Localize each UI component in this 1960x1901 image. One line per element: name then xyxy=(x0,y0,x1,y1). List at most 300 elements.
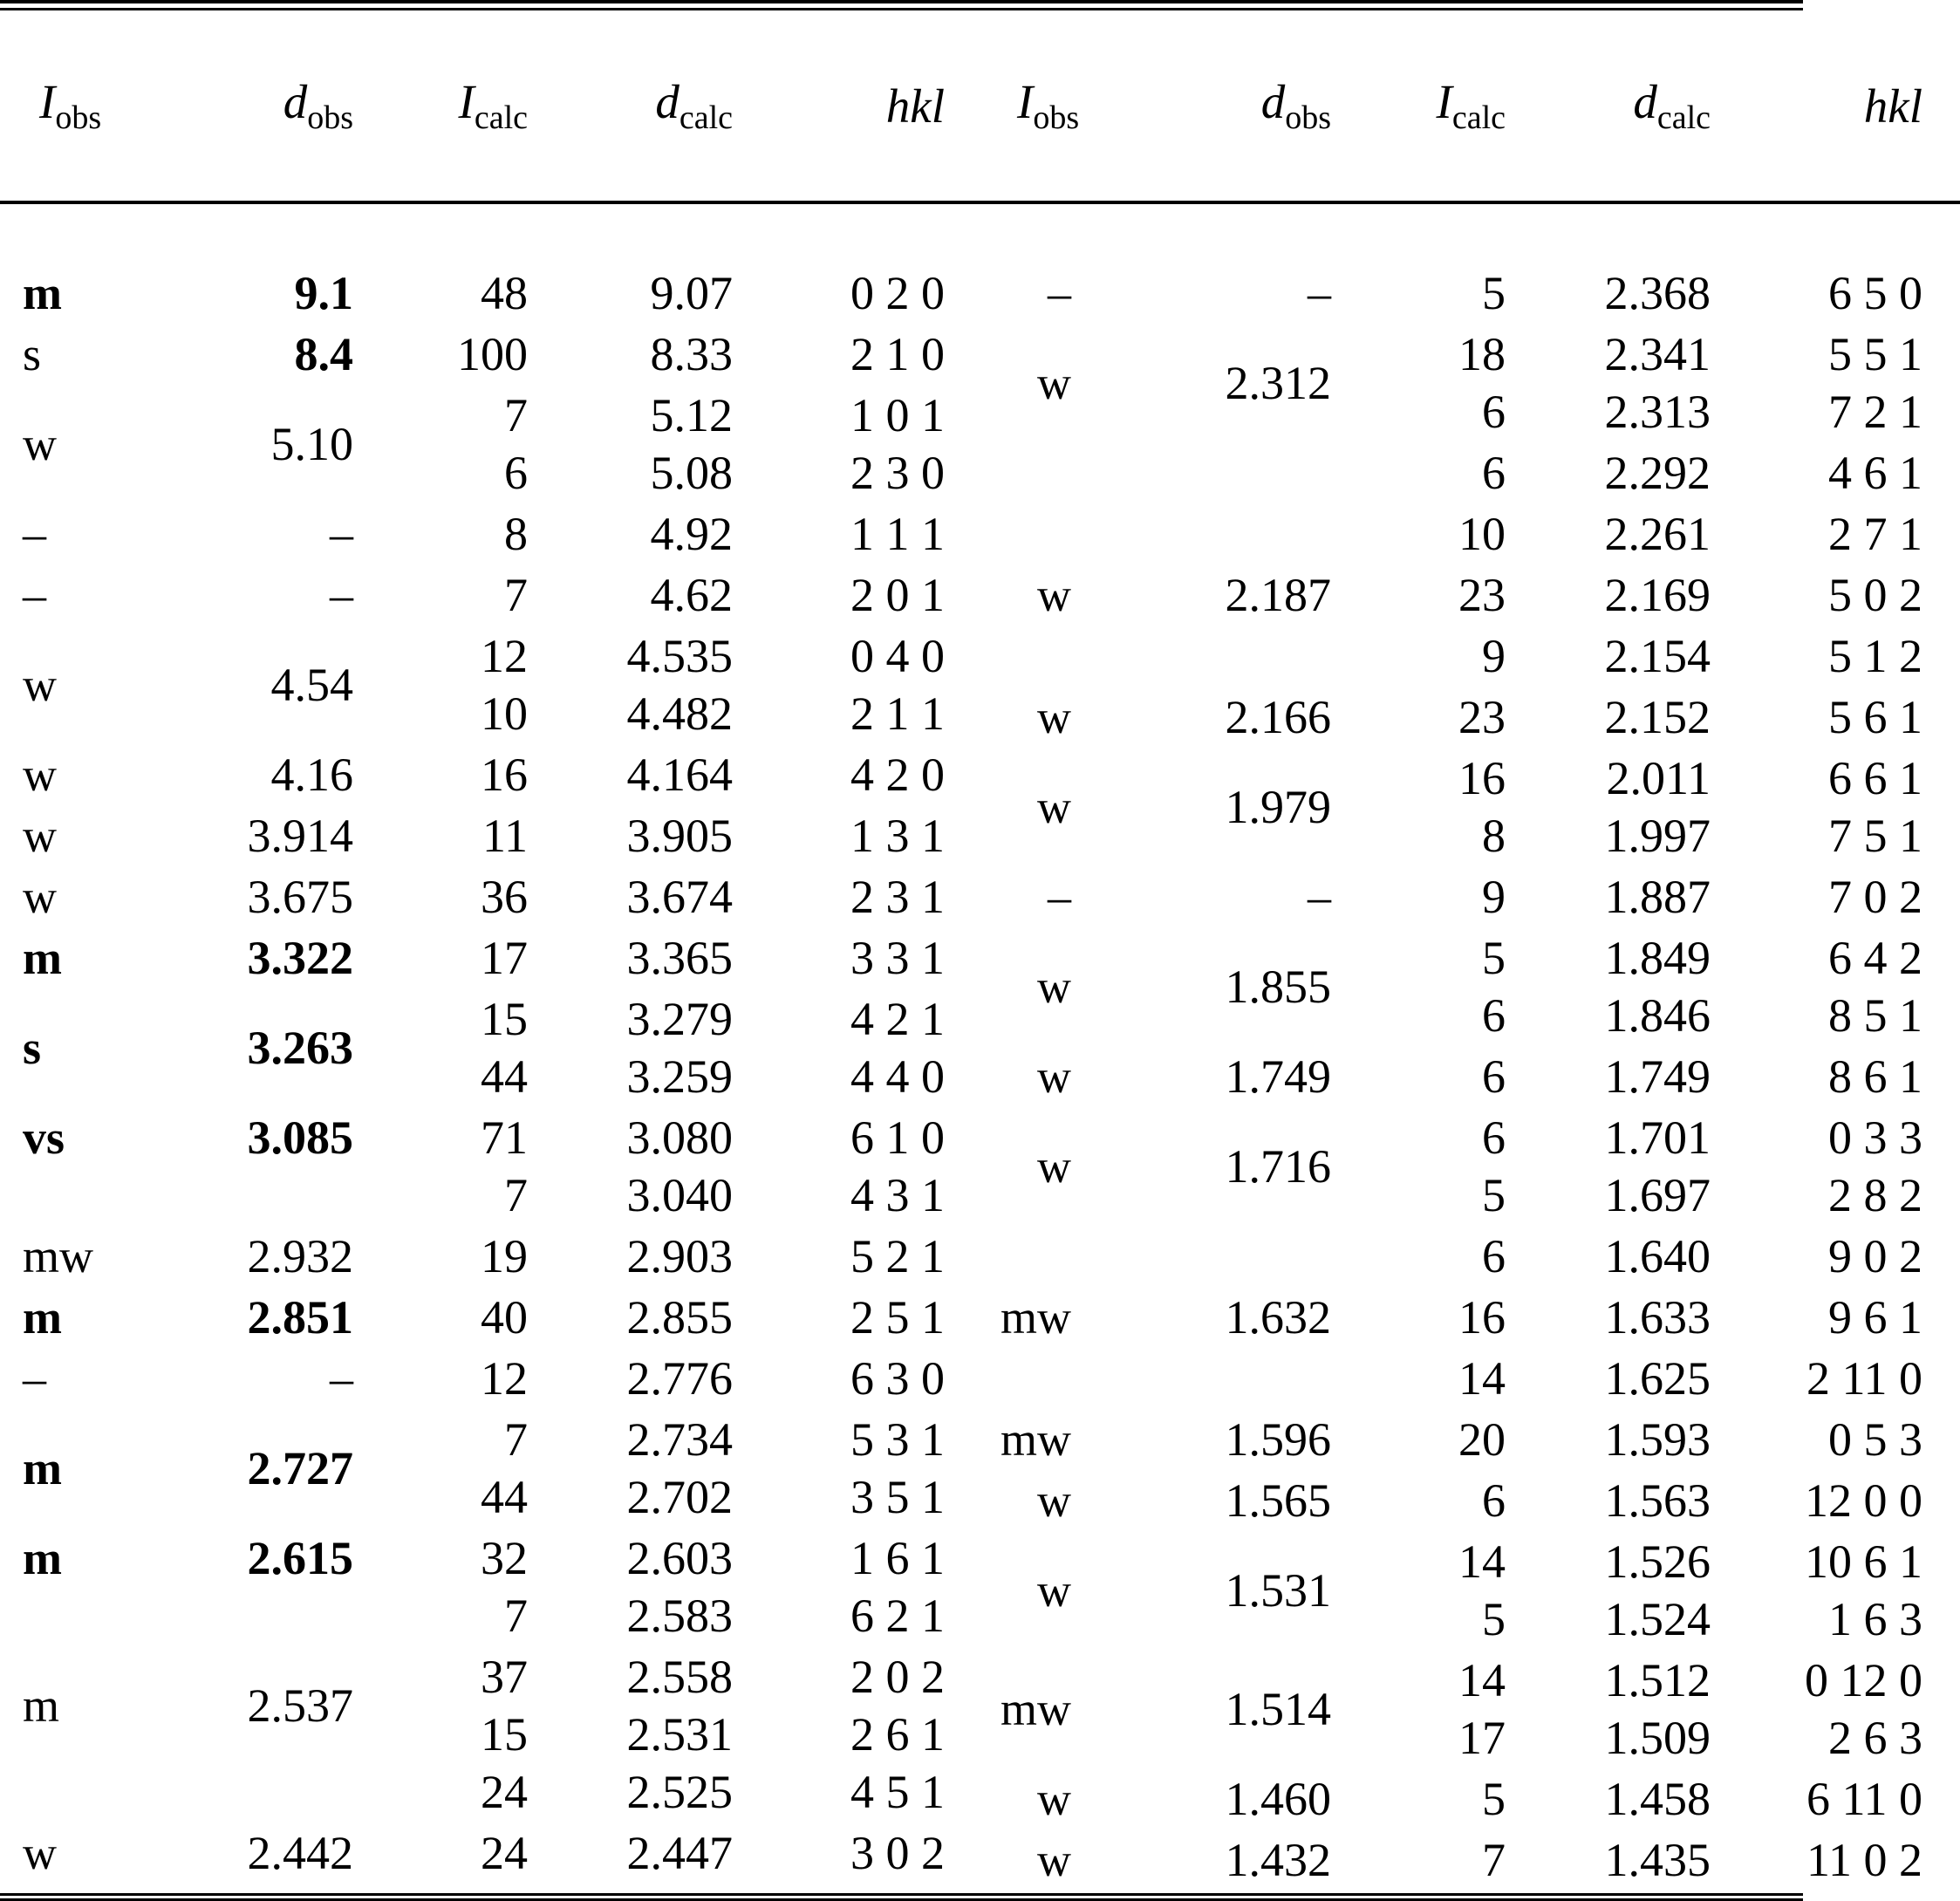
hkl-cell: 2 1 1 xyxy=(850,687,945,740)
dobs-cell xyxy=(140,1407,353,1526)
dobs-label: 2.187 xyxy=(1225,569,1331,621)
hkl-cell: 6 6 1 xyxy=(1828,752,1922,804)
icalc-cell: 19 xyxy=(481,1230,528,1282)
hkl-cell: 5 0 2 xyxy=(1828,569,1922,621)
iobs-label: w xyxy=(1037,1050,1071,1103)
col-header-dcalc xyxy=(528,10,737,202)
iobs-cell xyxy=(0,563,140,624)
dobs-label: 1.531 xyxy=(1225,1564,1331,1617)
icalc-cell: 40 xyxy=(481,1291,528,1344)
hkl-header-label: hkl xyxy=(1863,79,1922,133)
dcalc-cell: 1.749 xyxy=(1604,1050,1711,1103)
iobs-label: w xyxy=(23,810,57,862)
iobs-label: w xyxy=(1037,357,1071,409)
iobs-header-symbol: I xyxy=(1017,75,1034,128)
icalc-cell: 71 xyxy=(481,1111,528,1164)
dcalc-cell: 3.279 xyxy=(626,993,733,1045)
icalc-cell: 6 xyxy=(1482,1111,1506,1164)
table-row xyxy=(982,685,1960,746)
icalc-cell: 16 xyxy=(481,749,528,801)
iobs-label: m xyxy=(23,1291,62,1344)
icalc-cell: 32 xyxy=(481,1532,528,1584)
icalc-cell: 7 xyxy=(504,1169,528,1221)
table-row xyxy=(982,441,1960,502)
iobs-cell xyxy=(982,563,1117,624)
dcalc-cell: 4.62 xyxy=(650,569,733,621)
table-row xyxy=(0,1346,982,1407)
icalc-cell: 5 xyxy=(1482,1773,1506,1825)
hkl-cell: 9 0 2 xyxy=(1828,1230,1922,1282)
dobs-cell xyxy=(1117,926,1331,1044)
iobs-label: – xyxy=(23,569,46,621)
icalc-cell: 7 xyxy=(504,1590,528,1642)
icalc-cell: 17 xyxy=(481,932,528,984)
hkl-cell: 5 5 1 xyxy=(1828,328,1922,380)
table-header-left xyxy=(0,10,982,202)
hkl-cell: 0 5 3 xyxy=(1828,1413,1922,1466)
diffraction-table-right xyxy=(982,10,1960,1889)
dobs-header-symbol: d xyxy=(1260,75,1286,128)
dobs-header-symbol: d xyxy=(283,75,308,128)
hkl-cell: 6 2 1 xyxy=(850,1590,945,1642)
iobs-cell xyxy=(982,1648,1117,1767)
dcalc-cell: 2.603 xyxy=(626,1532,733,1584)
dobs-label: 1.565 xyxy=(1225,1474,1331,1527)
dobs-cell xyxy=(140,1645,353,1763)
iobs-label: w xyxy=(1037,781,1071,833)
icalc-cell: 24 xyxy=(481,1766,528,1818)
iobs-cell xyxy=(0,322,140,383)
iobs-cell xyxy=(982,502,1117,563)
dobs-label: 1.855 xyxy=(1225,961,1331,1013)
table-row xyxy=(0,1105,982,1166)
table-row xyxy=(982,322,1960,383)
dobs-label: – xyxy=(1308,267,1331,319)
iobs-cell xyxy=(0,987,140,1105)
dobs-cell xyxy=(1117,1285,1331,1346)
icalc-cell: 6 xyxy=(1482,989,1506,1042)
dobs-cell xyxy=(1117,624,1331,685)
hkl-cell: 2 8 2 xyxy=(1828,1169,1922,1221)
dobs-label: 1.514 xyxy=(1225,1683,1331,1735)
dobs-label: 2.615 xyxy=(247,1532,353,1584)
dobs-cell xyxy=(1117,1224,1331,1285)
icalc-cell: 6 xyxy=(1482,1230,1506,1282)
dobs-label: 2.442 xyxy=(247,1827,353,1879)
iobs-cell xyxy=(0,1285,140,1346)
table-row xyxy=(0,926,982,987)
iobs-cell xyxy=(982,1044,1117,1105)
table-body-right xyxy=(982,202,1960,1889)
dobs-cell xyxy=(1117,1767,1331,1828)
icalc-cell: 44 xyxy=(481,1471,528,1523)
iobs-label: w xyxy=(1037,961,1071,1013)
dobs-cell xyxy=(140,1346,353,1407)
dcalc-header-symbol: d xyxy=(1633,75,1657,128)
hkl-cell: 0 12 0 xyxy=(1805,1654,1922,1706)
dcalc-cell: 2.169 xyxy=(1604,569,1711,621)
dcalc-cell: 5.08 xyxy=(650,447,733,499)
dcalc-cell: 2.702 xyxy=(626,1471,733,1523)
hkl-cell: 4 2 1 xyxy=(850,993,945,1045)
icalc-cell: 37 xyxy=(481,1651,528,1703)
dobs-cell xyxy=(140,502,353,563)
hkl-cell: 5 1 2 xyxy=(1828,630,1922,682)
dcalc-cell: 1.887 xyxy=(1604,871,1711,923)
iobs-label: m xyxy=(23,1442,62,1494)
hkl-cell: 1 6 3 xyxy=(1828,1593,1922,1645)
dcalc-cell: 4.92 xyxy=(650,508,733,560)
obs-subscript: obs xyxy=(307,99,353,136)
dcalc-cell: 1.697 xyxy=(1604,1169,1711,1221)
icalc-cell: 6 xyxy=(1482,386,1506,438)
dcalc-cell: 3.365 xyxy=(626,932,733,984)
col-header-dobs xyxy=(140,10,353,202)
icalc-cell: 7 xyxy=(1482,1834,1506,1886)
icalc-header-symbol: I xyxy=(458,75,475,128)
dcalc-cell: 1.435 xyxy=(1604,1834,1711,1886)
hkl-cell: 5 2 1 xyxy=(850,1230,945,1282)
iobs-label: w xyxy=(1037,691,1071,743)
table-row xyxy=(0,563,982,624)
hkl-cell: 1 3 1 xyxy=(850,810,945,862)
dcalc-cell: 2.531 xyxy=(626,1708,733,1761)
iobs-cell xyxy=(0,1645,140,1763)
icalc-cell: 12 xyxy=(481,630,528,682)
dcalc-cell: 3.080 xyxy=(626,1111,733,1164)
dobs-cell xyxy=(140,987,353,1105)
hkl-cell: 12 0 0 xyxy=(1805,1474,1922,1527)
dcalc-cell: 1.509 xyxy=(1604,1712,1711,1764)
dobs-label: 4.54 xyxy=(270,659,353,711)
iobs-cell xyxy=(0,1105,140,1224)
iobs-cell xyxy=(982,926,1117,1044)
iobs-label: s xyxy=(23,1022,42,1074)
dobs-cell xyxy=(1117,202,1331,322)
icalc-cell: 7 xyxy=(504,1413,528,1466)
icalc-cell: 15 xyxy=(481,993,528,1045)
iobs-cell xyxy=(0,1224,140,1285)
hkl-cell: 3 0 2 xyxy=(850,1827,945,1879)
dobs-label: 3.675 xyxy=(247,871,353,923)
icalc-cell: 5 xyxy=(1482,932,1506,984)
icalc-cell: 8 xyxy=(504,508,528,560)
hkl-cell: 2 1 0 xyxy=(850,328,945,380)
table-halves-container xyxy=(0,10,1922,1889)
icalc-cell: 11 xyxy=(482,810,528,862)
calc-subscript: calc xyxy=(474,99,528,136)
col-header-iobs xyxy=(0,10,140,202)
dobs-cell xyxy=(140,1224,353,1285)
table-header-right xyxy=(982,10,1960,202)
hkl-cell: 9 6 1 xyxy=(1828,1291,1922,1344)
hkl-cell: 2 3 1 xyxy=(850,871,945,923)
dobs-label: – xyxy=(330,508,353,560)
dcalc-cell: 1.458 xyxy=(1604,1773,1711,1825)
dobs-cell xyxy=(140,1285,353,1346)
iobs-label: w xyxy=(1037,1474,1071,1527)
dobs-label: – xyxy=(330,1352,353,1405)
hkl-cell: 4 2 0 xyxy=(850,749,945,801)
icalc-cell: 20 xyxy=(1458,1413,1506,1466)
dcalc-cell: 4.164 xyxy=(626,749,733,801)
dcalc-cell: 2.341 xyxy=(1604,328,1711,380)
hkl-cell: 2 3 0 xyxy=(850,447,945,499)
dobs-label: 2.166 xyxy=(1225,691,1331,743)
iobs-cell xyxy=(0,1821,140,1882)
dcalc-cell: 2.261 xyxy=(1604,508,1711,560)
dobs-cell xyxy=(1117,322,1331,441)
dcalc-cell: 3.259 xyxy=(626,1050,733,1103)
dobs-cell xyxy=(1117,746,1331,865)
icalc-cell: 9 xyxy=(1482,871,1506,923)
hkl-cell: 2 6 3 xyxy=(1828,1712,1922,1764)
iobs-cell xyxy=(0,502,140,563)
hkl-cell: 6 4 2 xyxy=(1828,932,1922,984)
obs-subscript: obs xyxy=(1285,99,1331,136)
iobs-label: m xyxy=(23,267,62,319)
icalc-cell: 14 xyxy=(1458,1352,1506,1405)
dobs-cell xyxy=(140,1763,353,1821)
dcalc-cell: 1.849 xyxy=(1604,932,1711,984)
table-row xyxy=(0,1645,982,1706)
hkl-cell: 1 6 1 xyxy=(850,1532,945,1584)
hkl-cell: 4 5 1 xyxy=(850,1766,945,1818)
dobs-cell xyxy=(1117,1648,1331,1767)
hkl-cell: 3 5 1 xyxy=(850,1471,945,1523)
iobs-label: w xyxy=(23,659,57,711)
dobs-label: 3.263 xyxy=(247,1022,353,1074)
icalc-cell: 16 xyxy=(1458,752,1506,804)
iobs-cell xyxy=(0,202,140,322)
iobs-cell xyxy=(0,1407,140,1526)
dobs-label: 2.851 xyxy=(247,1291,353,1344)
table-row xyxy=(0,383,982,444)
dcalc-cell: 1.563 xyxy=(1604,1474,1711,1527)
bottom-rule-inner xyxy=(0,1893,1803,1896)
col-header-dobs xyxy=(1117,10,1331,202)
iobs-label: mw xyxy=(1000,1291,1071,1344)
dcalc-cell: 3.040 xyxy=(626,1169,733,1221)
table-row xyxy=(982,1285,1960,1346)
icalc-cell: 5 xyxy=(1482,1593,1506,1645)
table-row xyxy=(982,1407,1960,1468)
iobs-cell xyxy=(982,746,1117,865)
calc-subscript: calc xyxy=(679,99,733,136)
icalc-cell: 6 xyxy=(1482,1474,1506,1527)
iobs-label: mw xyxy=(23,1230,93,1282)
dobs-cell xyxy=(1117,1407,1331,1468)
dcalc-cell: 2.583 xyxy=(626,1590,733,1642)
dobs-cell xyxy=(140,1821,353,1882)
dobs-cell xyxy=(140,624,353,742)
icalc-cell: 10 xyxy=(481,687,528,740)
dobs-label: 1.749 xyxy=(1225,1050,1331,1103)
dcalc-cell: 1.640 xyxy=(1604,1230,1711,1282)
iobs-label: w xyxy=(23,749,57,801)
dobs-cell xyxy=(140,383,353,502)
dcalc-cell: 8.33 xyxy=(650,328,733,380)
iobs-label: w xyxy=(1037,569,1071,621)
table-row xyxy=(0,987,982,1048)
hkl-cell: 2 5 1 xyxy=(850,1291,945,1344)
icalc-cell: 14 xyxy=(1458,1535,1506,1588)
dcalc-cell: 2.525 xyxy=(626,1766,733,1818)
dobs-label: – xyxy=(330,569,353,621)
icalc-cell: 12 xyxy=(481,1352,528,1405)
icalc-cell: 44 xyxy=(481,1050,528,1103)
iobs-cell xyxy=(0,1763,140,1821)
hkl-cell: 10 6 1 xyxy=(1805,1535,1922,1588)
table-row xyxy=(0,1407,982,1468)
iobs-cell xyxy=(0,742,140,803)
iobs-cell xyxy=(0,803,140,865)
dobs-label: 8.4 xyxy=(294,328,353,380)
table-row xyxy=(982,746,1960,807)
iobs-label: w xyxy=(1037,1140,1071,1193)
dcalc-cell: 2.011 xyxy=(1606,752,1711,804)
icalc-cell: 100 xyxy=(457,328,528,380)
hkl-cell: 1 1 1 xyxy=(850,508,945,560)
dcalc-cell: 1.633 xyxy=(1604,1291,1711,1344)
dcalc-cell: 4.535 xyxy=(626,630,733,682)
table-row xyxy=(982,1828,1960,1889)
table-row xyxy=(0,1224,982,1285)
hkl-cell: 5 3 1 xyxy=(850,1413,945,1466)
table-row xyxy=(982,865,1960,926)
dobs-cell xyxy=(1117,685,1331,746)
dobs-cell xyxy=(1117,1346,1331,1407)
dcalc-cell: 2.903 xyxy=(626,1230,733,1282)
hkl-cell: 0 4 0 xyxy=(850,630,945,682)
dcalc-cell: 2.734 xyxy=(626,1413,733,1466)
iobs-label: w xyxy=(23,1827,57,1879)
iobs-label: mw xyxy=(1000,1413,1071,1466)
col-header-hkl xyxy=(1715,10,1960,202)
table-row xyxy=(0,1526,982,1587)
table-row xyxy=(0,742,982,803)
hkl-cell: 8 5 1 xyxy=(1828,989,1922,1042)
iobs-cell xyxy=(0,865,140,926)
diffraction-table-left xyxy=(0,10,982,1882)
icalc-cell: 17 xyxy=(1458,1712,1506,1764)
table-row xyxy=(982,202,1960,322)
dobs-label: 2.727 xyxy=(247,1442,353,1494)
dobs-cell xyxy=(1117,1468,1331,1529)
iobs-label: mw xyxy=(1000,1683,1071,1735)
dobs-cell xyxy=(140,322,353,383)
iobs-cell xyxy=(982,1828,1117,1889)
icalc-cell: 5 xyxy=(1482,267,1506,319)
table-row xyxy=(0,865,982,926)
table-row xyxy=(982,1044,1960,1105)
hkl-cell: 0 3 3 xyxy=(1828,1111,1922,1164)
iobs-cell xyxy=(982,322,1117,441)
iobs-cell xyxy=(0,1526,140,1645)
icalc-cell: 9 xyxy=(1482,630,1506,682)
iobs-cell xyxy=(982,685,1117,746)
icalc-cell: 8 xyxy=(1482,810,1506,862)
iobs-label: – xyxy=(23,508,46,560)
dcalc-cell: 4.482 xyxy=(626,687,733,740)
icalc-cell: 36 xyxy=(481,871,528,923)
dcalc-cell: 2.368 xyxy=(1604,267,1711,319)
dobs-cell xyxy=(140,563,353,624)
dobs-cell xyxy=(1117,865,1331,926)
iobs-label: vs xyxy=(23,1111,65,1164)
col-header-hkl xyxy=(737,10,982,202)
dcalc-cell: 1.997 xyxy=(1604,810,1711,862)
iobs-cell xyxy=(982,441,1117,502)
dcalc-cell: 1.593 xyxy=(1604,1413,1711,1466)
dcalc-cell: 2.154 xyxy=(1604,630,1711,682)
dobs-label: – xyxy=(1308,871,1331,923)
dcalc-cell: 9.07 xyxy=(650,267,733,319)
icalc-cell: 6 xyxy=(504,447,528,499)
dobs-cell xyxy=(1117,441,1331,502)
col-header-icalc xyxy=(1331,10,1506,202)
iobs-cell xyxy=(0,624,140,742)
dcalc-cell: 2.152 xyxy=(1604,691,1711,743)
dcalc-cell: 2.313 xyxy=(1604,386,1711,438)
dobs-label: 5.10 xyxy=(270,418,353,470)
table-row xyxy=(982,563,1960,624)
col-header-dcalc xyxy=(1506,10,1715,202)
icalc-cell: 24 xyxy=(481,1827,528,1879)
dobs-label: 9.1 xyxy=(294,267,353,319)
table-row xyxy=(982,624,1960,685)
dobs-cell xyxy=(140,865,353,926)
hkl-cell: 6 5 0 xyxy=(1828,267,1922,319)
obs-subscript: obs xyxy=(55,99,102,136)
hkl-cell: 2 0 1 xyxy=(850,569,945,621)
dcalc-cell: 1.846 xyxy=(1604,989,1711,1042)
iobs-cell xyxy=(982,1105,1117,1224)
table-row xyxy=(0,202,982,322)
table-row xyxy=(0,1285,982,1346)
icalc-cell: 6 xyxy=(1482,1050,1506,1103)
iobs-cell xyxy=(982,1767,1117,1828)
iobs-cell xyxy=(982,1224,1117,1285)
table-row xyxy=(982,1224,1960,1285)
hkl-cell: 6 1 0 xyxy=(850,1111,945,1164)
iobs-cell xyxy=(982,1346,1117,1407)
iobs-label: – xyxy=(23,1352,46,1405)
iobs-label: w xyxy=(23,871,57,923)
dcalc-cell: 2.776 xyxy=(626,1352,733,1405)
table-row xyxy=(0,1763,982,1821)
dobs-cell xyxy=(140,742,353,803)
hkl-cell: 2 6 1 xyxy=(850,1708,945,1761)
obs-subscript: obs xyxy=(1033,99,1080,136)
dcalc-cell: 1.625 xyxy=(1604,1352,1711,1405)
hkl-header-label: hkl xyxy=(885,79,945,133)
hkl-cell: 7 2 1 xyxy=(1828,386,1922,438)
table-row xyxy=(0,502,982,563)
dobs-label: 3.322 xyxy=(247,932,353,984)
icalc-cell: 6 xyxy=(1482,447,1506,499)
iobs-cell xyxy=(0,383,140,502)
hkl-cell: 8 6 1 xyxy=(1828,1050,1922,1103)
iobs-header-symbol: I xyxy=(39,75,56,128)
iobs-label: m xyxy=(23,1532,62,1584)
table-row xyxy=(0,624,982,685)
dcalc-cell: 2.855 xyxy=(626,1291,733,1344)
hkl-cell: 6 3 0 xyxy=(850,1352,945,1405)
dobs-cell xyxy=(1117,1044,1331,1105)
dcalc-cell: 1.524 xyxy=(1604,1593,1711,1645)
iobs-label: m xyxy=(23,932,62,984)
